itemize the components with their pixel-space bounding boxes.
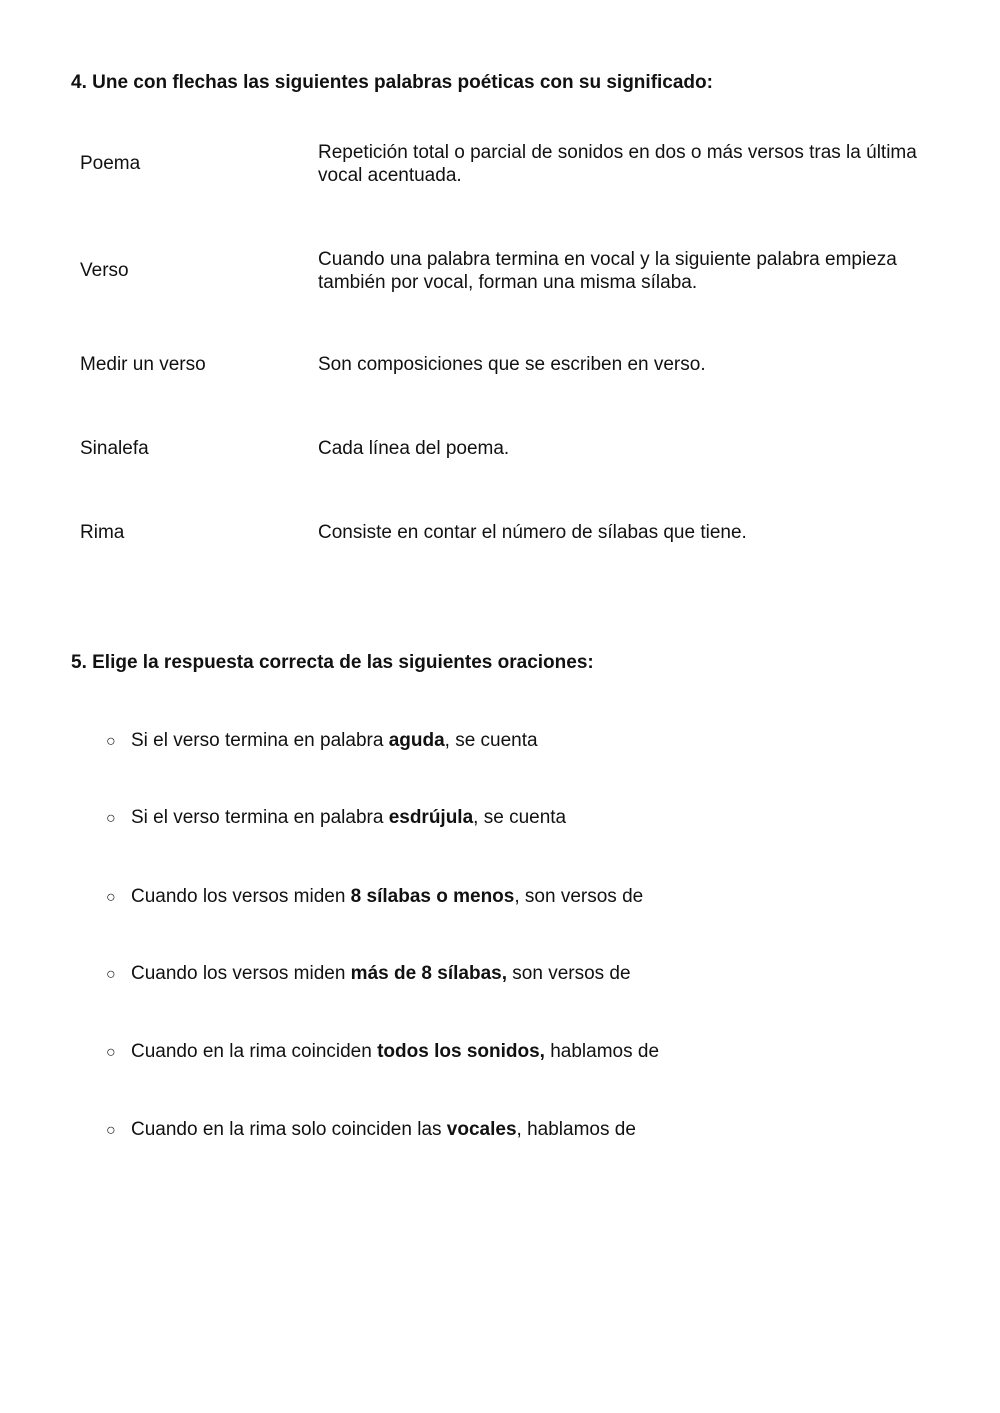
question-text-pre: Cuando en la rima coinciden: [131, 1041, 378, 1062]
question-keyword: aguda: [388, 730, 445, 751]
question-item[interactable]: [106, 962, 631, 986]
question-keyword: más de 8 sílabas,: [350, 963, 507, 984]
definition-rima[interactable]: Repetición total o parcial de sonidos en dos o más versos tras la última vocal acentuada.: [318, 142, 917, 186]
question-item[interactable]: [106, 1118, 636, 1142]
term-medir-un-verso[interactable]: Medir un verso: [80, 354, 206, 375]
circle-bullet-icon: ○: [106, 1044, 116, 1061]
circle-bullet-icon: ○: [106, 966, 116, 983]
definition-sinalefa[interactable]: Cuando una palabra termina en vocal y la siguiente palabra empieza también por vocal, forman una misma sílaba.: [318, 249, 897, 293]
definition-verso[interactable]: Cada línea del poema.: [318, 438, 510, 459]
circle-bullet-icon: ○: [106, 733, 116, 750]
term-sinalefa[interactable]: Sinalefa: [80, 438, 149, 459]
question-text-pre: Cuando los versos miden: [131, 886, 351, 907]
question-text-post: , se cuenta: [473, 807, 567, 828]
question-keyword: todos los sonidos,: [377, 1041, 545, 1062]
question-item[interactable]: [106, 1040, 659, 1064]
question-text-pre: Si el verso termina en palabra: [131, 730, 389, 751]
section-5-title: 5. Elige la respuesta correcta de las siguientes oraciones:: [71, 652, 594, 673]
question-keyword: esdrújula: [388, 807, 474, 828]
question-text-pre: Cuando los versos miden: [131, 963, 351, 984]
definition-poema[interactable]: Son composiciones que se escriben en verso.: [318, 354, 706, 375]
question-text-post: , se cuenta: [444, 730, 538, 751]
circle-bullet-icon: ○: [106, 1122, 116, 1139]
term-rima[interactable]: Rima: [80, 522, 125, 543]
question-text-post: hablamos de: [544, 1041, 660, 1062]
question-text-pre: Cuando en la rima solo coinciden las: [131, 1119, 447, 1140]
question-text-post: , son versos de: [514, 886, 644, 907]
question-item[interactable]: [106, 885, 643, 909]
question-text-post: son versos de: [507, 963, 631, 984]
term-poema[interactable]: Poema: [80, 153, 141, 174]
question-item[interactable]: [106, 806, 566, 830]
term-verso[interactable]: Verso: [80, 260, 129, 281]
section-4-title: 4. Une con flechas las siguientes palabras poéticas con su significado:: [71, 72, 713, 93]
question-item[interactable]: [106, 729, 538, 753]
question-keyword: 8 sílabas o menos: [350, 886, 515, 907]
circle-bullet-icon: ○: [106, 810, 116, 827]
question-text-post: , hablamos de: [516, 1119, 636, 1140]
circle-bullet-icon: ○: [106, 889, 116, 906]
question-keyword: vocales: [446, 1119, 517, 1140]
definition-medir-verso[interactable]: Consiste en contar el número de sílabas que tiene.: [318, 522, 747, 543]
question-text-pre: Si el verso termina en palabra: [131, 807, 389, 828]
